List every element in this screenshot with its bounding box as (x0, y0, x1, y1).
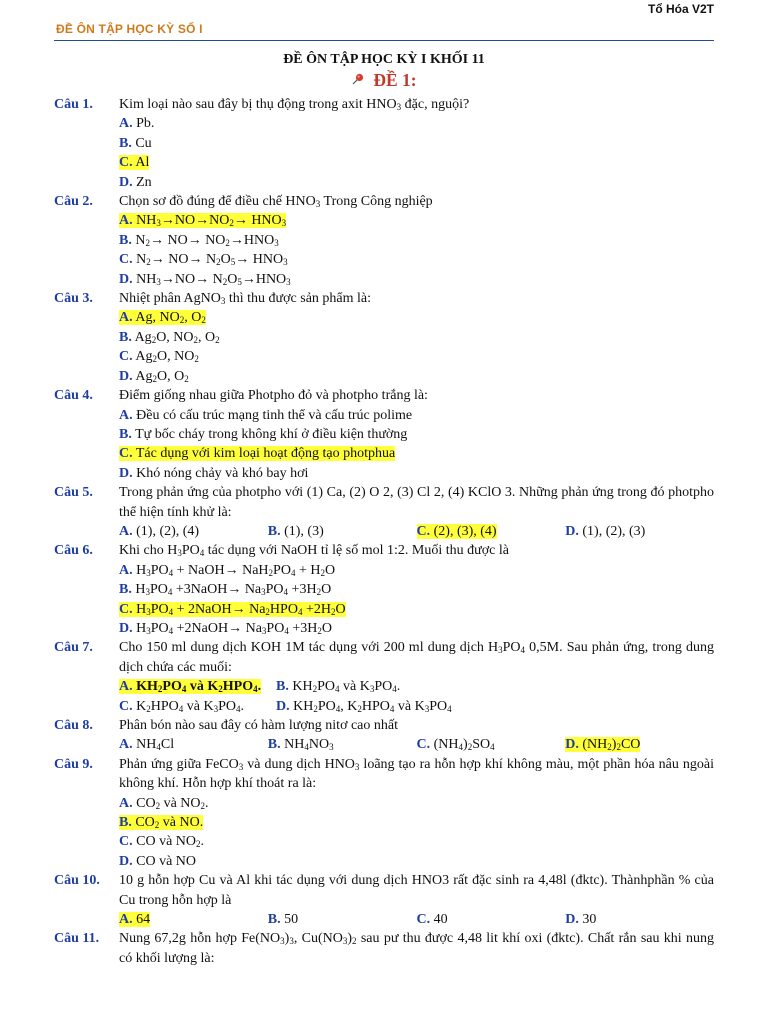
question-text: Kim loại nào sau đây bị thụ động trong axit $HNO_3$ đặc, nguội? (119, 97, 470, 112)
question-2 (54, 192, 714, 289)
option-a: A. Pb. (119, 116, 155, 132)
question-3 (54, 289, 714, 386)
option-d: D. $NH_3\to NO\to N_2O_5\to HNO_3$ (119, 271, 291, 287)
question-label: Câu 1. (54, 97, 93, 112)
option-d: D. Zn (119, 174, 152, 190)
question-1 (54, 95, 714, 192)
question-text: Điểm giống nhau giữa Photpho đỏ và photpho trắng là: (119, 388, 428, 404)
option-d: D. 30 (565, 912, 597, 928)
question-text: 10 g hỗn hợp Cu và Al khi tác dụng với dung dịch HNO3 rất đặc sinh ra 4,48l (đktc). Thànhphần % của Cu trong hỗn hợp là (119, 873, 714, 908)
option-d: D. (1), (2), (3) (565, 523, 646, 539)
question-label: Câu 7. (54, 640, 93, 656)
option-b: B. $Ag_2O$, $NO_2$, $O_2$ (119, 329, 220, 345)
question-text: Nung 67,2g hỗn hợp $Fe(NO_3)_3$, $Cu(NO_3)_2$ sau pư thu được 4,48 lit khí oxi (đktc). Chất rắn sau khi nung có khối lượng là: (119, 931, 715, 966)
question-5 (54, 483, 714, 541)
question-label: Câu 4. (54, 388, 93, 404)
option-a: A. $NH_4Cl$ (119, 737, 175, 753)
question-label: Câu 9. (54, 756, 93, 772)
question-label: Câu 2. (54, 194, 93, 210)
option-c: C. 40 (416, 912, 448, 928)
option-b: B. Tự bốc cháy trong không khí ở điều kiện thường (119, 426, 408, 442)
option-d: D. CO và NO (119, 853, 197, 869)
question-label: Câu 11. (54, 931, 100, 947)
option-c: C. $(NH_4)_2SO_4$ (416, 737, 495, 753)
option-c: C. Al (119, 155, 150, 171)
option-a: A. $CO_2$ và $NO_2$. (119, 795, 209, 811)
question-label: Câu 10. (54, 873, 100, 889)
question-label: Câu 8. (54, 718, 93, 733)
document-title: ĐỀ ÔN TẬP HỌC KỲ I KHỐI 11 (283, 52, 485, 67)
question-4 (54, 386, 714, 483)
option-a: A. $H_3PO_4$ + NaOH→ $NaH_2PO_4 + H_2O$ (119, 562, 336, 578)
option-c: C. (2), (3), (4) (416, 523, 497, 539)
question-label: Câu 3. (54, 291, 93, 307)
question-10 (54, 871, 714, 929)
question-8 (54, 716, 714, 755)
question-11 (54, 929, 714, 968)
option-b: B. 50 (267, 912, 299, 928)
question-text: Phân bón nào sau đây có hàm lượng nitơ cao nhất (119, 718, 399, 733)
question-label: Câu 5. (54, 485, 93, 501)
option-d: D. $H_3PO_4$ +2NaOH→ $Na_3PO_4 +3H_2O$ (119, 620, 332, 636)
exam-heading-text: ĐỀ 1: (373, 70, 417, 90)
question-list (54, 95, 714, 968)
option-c: C. CO và $NO_2$. (119, 834, 205, 850)
question-9 (54, 755, 714, 871)
question-text: Chọn sơ đồ đúng để điều chế $HNO_3$ Trong Công nghiệp (119, 194, 433, 210)
option-c: C. Tác dụng với kim loại hoạt động tạo photphua (119, 446, 396, 462)
pushpin-icon (351, 73, 365, 85)
option-b: B. (1), (3) (267, 523, 324, 539)
question-text: Nhiệt phân AgNO$_3$ thì thu được sản phẩm là: (119, 291, 372, 307)
option-a: A. $KH_2PO_4$ và $K_2HPO_4$. (119, 679, 262, 695)
option-d: D. $KH_2PO_4$, $K_2HPO_4$ và $K_3PO_4$ (276, 698, 452, 714)
option-a: A. Ag, $NO_2$, $O_2$ (119, 310, 206, 326)
option-b: B. $H_3PO_4$ +3NaOH→ $Na_3PO_4 +3H_2O$ (119, 582, 332, 598)
option-a: A. Đều có cấu trúc mạng tinh thể và cấu trúc polime (119, 407, 413, 423)
option-c: C. $N_2\to NO\to N_2O_5\to HNO_3$ (119, 252, 288, 268)
option-c: C. $Ag_2O$, $NO_2$ (119, 349, 199, 365)
question-label: Câu 6. (54, 543, 93, 559)
option-a: A. 64 (119, 912, 151, 928)
option-d: D. Khó nóng chảy và khó bay hơi (119, 465, 309, 481)
option-d: D. $Ag_2O$, $O_2$ (119, 368, 189, 384)
question-text: Trong phản ứng của photpho với (1) Ca, (2) O 2, (3) Cl 2, (4) KClO 3. Những phản ứng trong đó photpho thể hiện tính khử là: (119, 485, 714, 520)
option-c: C. $K_2HPO_4$ và $K_3PO_4$. (119, 698, 244, 714)
option-b: B. $NH_4NO_3$ (267, 737, 334, 753)
header-department: Tổ Hóa V2T (647, 2, 714, 16)
option-a: A. (1), (2), (4) (119, 523, 200, 539)
question-text: Phản ứng giữa FeCO$_3$ và dung dịch $HNO_3$ loãng tạo ra hỗn hợp khí không màu, một phần hóa nâu ngoài không khí. Hỗn hợp khí thoát ra là: (119, 756, 714, 792)
option-b: B. $CO_2$ và NO. (119, 815, 204, 831)
option-c: C. $H_3PO_4$ + 2NaOH→ $Na_2HPO_4 +2H_2O$ (119, 601, 346, 617)
question-6 (54, 541, 714, 638)
exam-heading (0, 70, 768, 91)
option-d: D. $(NH_2)_2CO$ (565, 737, 641, 753)
option-a: A. $NH_3\to NO\to NO_2\to HNO_3$ (119, 213, 287, 229)
option-b: B. $KH_2PO_4$ và $K_3PO_4$. (276, 679, 401, 695)
question-text: Khi cho $H_3PO_4$ tác dụng với NaOH tỉ lệ số mol 1:2. Muối thu được là (119, 543, 509, 559)
page-header (54, 20, 714, 41)
option-b: B. Cu (119, 135, 152, 151)
question-7 (54, 638, 714, 716)
question-text: Cho 150 ml dung dịch KOH 1M tác dụng với 200 ml dung dịch $H_3PO_4$ 0,5M. Sau phản ứng, trong dung dịch chứa các muối: (119, 640, 714, 675)
option-b: B. $N_2\to NO\to NO_2\to HNO_3$ (119, 232, 279, 248)
header-title: ĐỀ ÔN TẬP HỌC KỲ SỐ I (56, 22, 203, 36)
